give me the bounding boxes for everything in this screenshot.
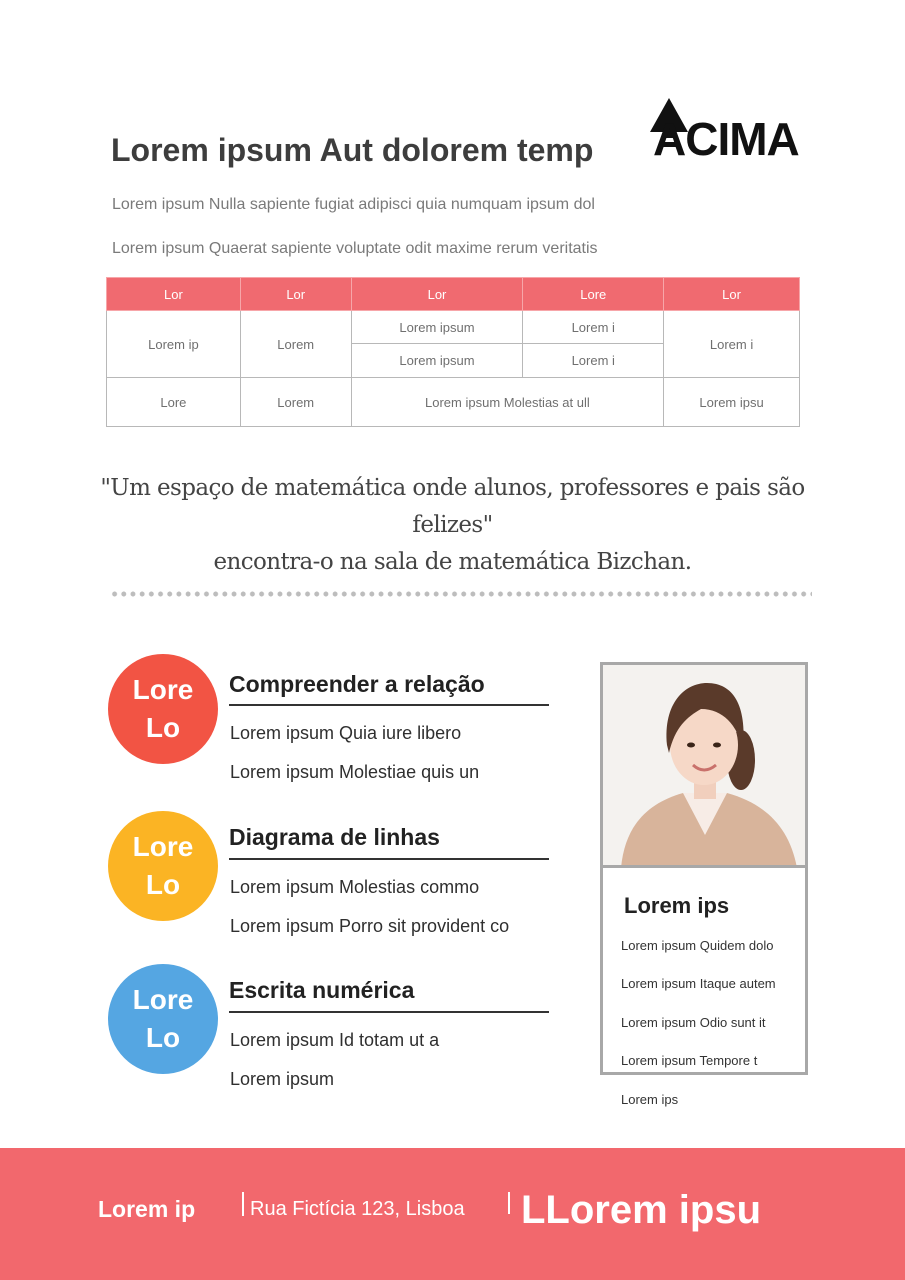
feature-badge <box>108 654 218 764</box>
table-cell: Lorem <box>240 378 351 427</box>
feature-title: Compreender a relação <box>229 671 485 697</box>
table-cell: Lorem i <box>523 344 664 378</box>
table-cell: Lorem ipsum Molestias at ull <box>351 378 664 427</box>
feature-badge <box>108 964 218 1074</box>
feature-text: Lorem ipsum <box>230 1069 335 1089</box>
table-cell: Lorem ipsum <box>351 344 523 378</box>
footer-separator <box>242 1192 244 1216</box>
table-cell: Lorem i <box>523 311 664 344</box>
info-table <box>106 277 800 427</box>
page-title: Lorem ipsum Aut dolorem temp <box>111 132 594 168</box>
footer-brand: Lorem ip <box>98 1196 196 1222</box>
table-cell: Lorem ipsum <box>351 311 523 344</box>
profile-card-title: Lorem ips <box>624 893 730 918</box>
subtitle-line-1: Lorem ipsum Nulla sapiente fugiat adipisci quia numquam ipsum dol <box>112 196 595 213</box>
table-header-cell: Lor <box>351 278 523 311</box>
table-cell: Lorem <box>240 311 351 378</box>
feature-badge-line-1: Lore <box>132 984 194 1015</box>
feature-title: Diagrama de linhas <box>229 824 440 850</box>
subtitle-line-2: Lorem ipsum Quaerat sapiente voluptate odit maxime rerum veritatis <box>112 240 598 257</box>
dotted-divider <box>110 590 812 598</box>
acima-logo <box>650 98 825 164</box>
feature-badge-line-2: Lo <box>145 869 181 900</box>
quote-line-1: "Um espaço de matemática onde alunos, professores e pais são felizes" <box>100 475 805 538</box>
table-header-cell: Lor <box>664 278 800 311</box>
feature-badge-line-2: Lo <box>145 1022 181 1053</box>
feature-badge-line-2: Lo <box>145 712 181 743</box>
feature-badge-line-1: Lore <box>132 674 194 705</box>
person-illustration <box>603 665 805 868</box>
quote-line-2: encontra-o na sala de matemática Bizchan. <box>213 549 692 575</box>
table-cell: Lorem ip <box>107 311 241 378</box>
feature-badge <box>108 811 218 921</box>
feature-underline <box>229 1011 549 1013</box>
profile-card-item: Lorem ipsum Odio sunt it <box>621 1015 766 1030</box>
table-header-cell: Lore <box>523 278 664 311</box>
profile-card-item: Lorem ips <box>621 1092 679 1107</box>
feature-text: Lorem ipsum Molestiae quis un <box>230 762 480 782</box>
table-row <box>107 378 800 427</box>
feature-underline <box>229 704 549 706</box>
table-cell: Lore <box>107 378 241 427</box>
footer-address: Rua Fictícia 123, Lisboa <box>250 1198 465 1220</box>
profile-card-item: Lorem ipsum Quidem dolo <box>621 938 774 953</box>
profile-card-item: Lorem ipsum Itaque autem <box>621 976 776 991</box>
table-header-row <box>107 278 800 311</box>
feature-text: Lorem ipsum Id totam ut a <box>230 1030 440 1050</box>
logo-text: ACIMA <box>653 113 799 165</box>
footer-headline: LLorem ipsu <box>521 1188 762 1232</box>
table-header-cell: Lor <box>240 278 351 311</box>
table-row <box>107 311 800 344</box>
feature-underline <box>229 858 549 860</box>
table-header-cell: Lor <box>107 278 241 311</box>
feature-text: Lorem ipsum Porro sit provident co <box>230 916 510 936</box>
table-cell: Lorem ipsu <box>664 378 800 427</box>
table-cell: Lorem i <box>664 311 800 378</box>
feature-title: Escrita numérica <box>229 977 415 1003</box>
feature-badge-line-1: Lore <box>132 831 194 862</box>
feature-text: Lorem ipsum Quia iure libero <box>230 723 462 743</box>
profile-card-item: Lorem ipsum Tempore t <box>621 1053 758 1068</box>
profile-photo <box>600 662 808 868</box>
footer-separator <box>508 1192 510 1214</box>
feature-text: Lorem ipsum Molestias commo <box>230 877 480 897</box>
quote-block <box>60 470 845 581</box>
